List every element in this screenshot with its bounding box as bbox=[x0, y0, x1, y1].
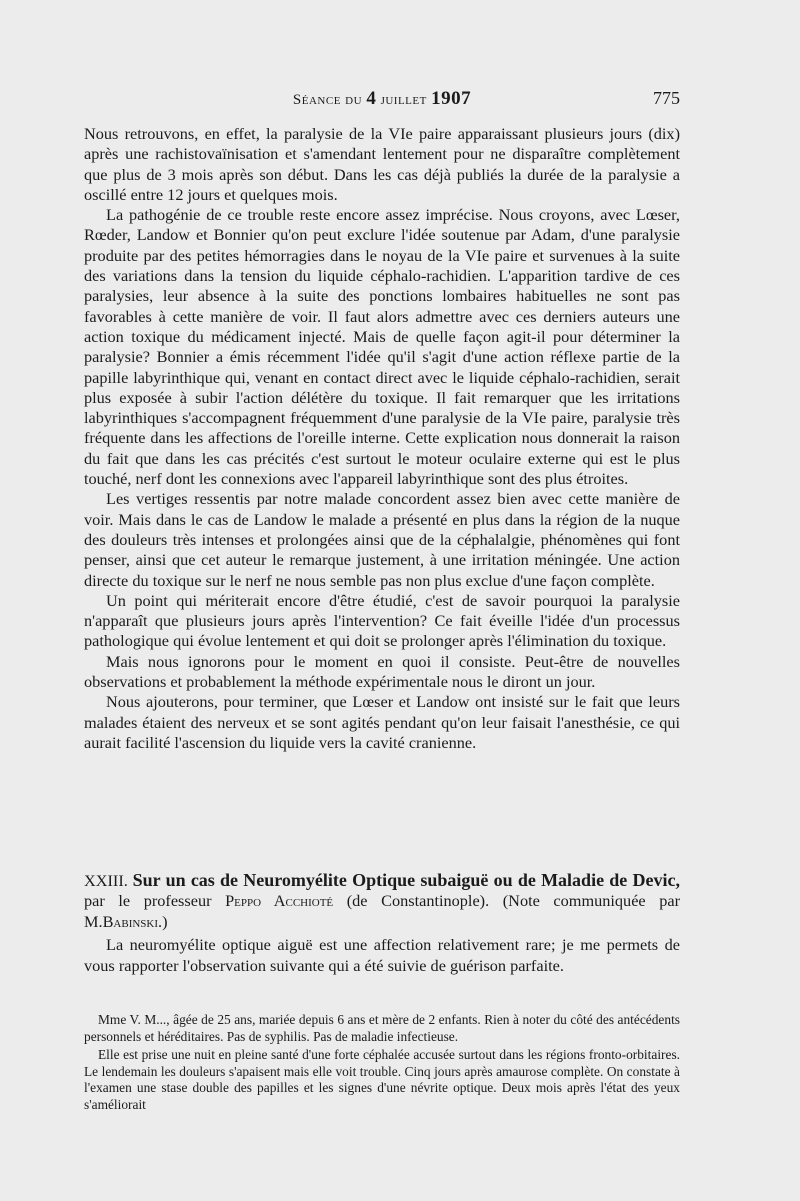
section-title: Sur un cas de Neuromyélite Optique subaiguë ou de Maladie de Devic, bbox=[132, 870, 680, 890]
communicator-name: Babinski bbox=[102, 911, 159, 931]
header-title bbox=[84, 88, 680, 110]
body-text bbox=[84, 124, 680, 753]
paragraph: Les vertiges ressentis par notre malade concordent assez bien avec cette manière de voir. Mais dans le cas de Landow le malade a présenté en plus dans la région de la nuque des douleurs très intenses et prolongées ainsi que de la céphalalgie, phénomènes qui font penser, ainsi que cet auteur le remarque justement, à une irritation méningée. Une action directe du toxique sur le nerf ne nous semble pas non plus exclue d'une façon complète. bbox=[84, 489, 680, 590]
paragraph: Nous ajouterons, pour terminer, que Lœser et Landow ont insisté sur le fait que leurs malades étaient des nerveux et se sont agités pendant qu'on leur faisait l'anesthésie, ce qui aurait facilité l'ascension du liquide vers la cavité cranienne. bbox=[84, 692, 680, 752]
author-name: Peppo Acchioté bbox=[225, 891, 334, 911]
note-suffix: .) bbox=[158, 911, 168, 931]
header-day: 4 bbox=[366, 88, 377, 109]
observation-text bbox=[84, 1012, 680, 1114]
paragraph: Un point qui mériterait encore d'être étudié, c'est de savoir pourquoi la paralysie n'apparaît que plusieurs jours après l'intervention? Ce fait éveille l'idée d'un processus pathologique qui évolue lentement et qui doit se prolonger après l'élimination du toxique. bbox=[84, 590, 680, 651]
paragraph: Mais nous ignorons pour le moment en quoi il consiste. Peut-être de nouvelles observations et probablement la méthode expérimentale nous le diront un jour. bbox=[84, 651, 680, 692]
paragraph: Nous retrouvons, en effet, la paralysie de la VIe paire apparaissant plusieurs jours (dix) après une rachistovaïnisation et s'amendant lentement pour ne disparaître complètement que plus de 3 mois après son début. Dans les cas déjà publiés la durée de la paralysie a oscillé entre 12 jours et quelques mois. bbox=[84, 124, 680, 204]
paragraph: La pathogénie de ce trouble reste encore assez imprécise. Nous croyons, avec Lœser, Rœder, Landow et Bonnier qu'on peut exclure l'idée soutenue par Adam, d'une paralysie produite par des petites hémorragies dans le noyau de la VIe paire et survenues à la suite des variations dans la tension du liquide céphalo-rachidien. L'apparition tardive de ces paralysies, leur absence à la suite des ponctions lombaires habituelles ne sont pas favorables à cette manière de voir. Il faut alors admettre avec ces derniers auteurs une action toxique du médicament injecté. Mais de quelle façon agit-il pour déterminer la paralysie? Bonnier a émis récemment l'idée qu'il s'agit d'une action réflexe partie de la papille labyrinthique qui, venant en contact direct avec le liquide céphalo-rachidien, serait plus exposée à subir l'action délétère du toxique. Il fait remarquer que les irritations labyrinthiques s'accompagnent fréquemment d'une paralysie de la VIe paire, paralysie très fréquente dans les affections de l'oreille interne. Cette explication nous donnerait la raison du fait que dans les cas précités c'est surtout le moteur oculaire externe qui est le plus touché, nerf dont les connexions avec l'appareil labyrinthique sont des plus étroites. bbox=[84, 205, 680, 489]
observation-paragraph: Elle est prise une nuit en pleine santé d'une forte céphalée accusée surtout dans les régions fronto-orbitaires. Le lendemain les douleurs s'apaisent mais elle voit trouble. Cinq jours après amaurose complète. On constate à l'examen une stase double des papilles et les signes d'une névrite optique. Deux mois après l'état des yeux s'améliorait bbox=[84, 1047, 680, 1112]
author-location: (de Constantinople). bbox=[346, 891, 490, 911]
observation-paragraph: Mme V. M..., âgée de 25 ans, mariée depuis 6 ans et mère de 2 enfants. Rien à noter du côté des antécédents personnels et héréditaires. Pas de syphilis. Pas de maladie infectieuse. bbox=[84, 1012, 680, 1044]
header-year: 1907 bbox=[431, 88, 472, 109]
section-heading bbox=[84, 870, 680, 932]
byline-prefix: par le professeur bbox=[84, 891, 212, 911]
page-number: 775 bbox=[653, 88, 680, 108]
running-header bbox=[84, 88, 680, 114]
paragraph: La neuromyélite optique aiguë est une affection relativement rare; je me permets de vous rapporter l'observation suivante qui a été suivie de guérison parfaite. bbox=[84, 935, 680, 975]
section-number: XXIII. bbox=[84, 871, 128, 890]
note-prefix: (Note communiquée par M. bbox=[84, 891, 681, 931]
header-month: juillet bbox=[380, 92, 427, 108]
header-prefix: Séance du bbox=[292, 92, 363, 108]
intro-text bbox=[84, 934, 680, 976]
